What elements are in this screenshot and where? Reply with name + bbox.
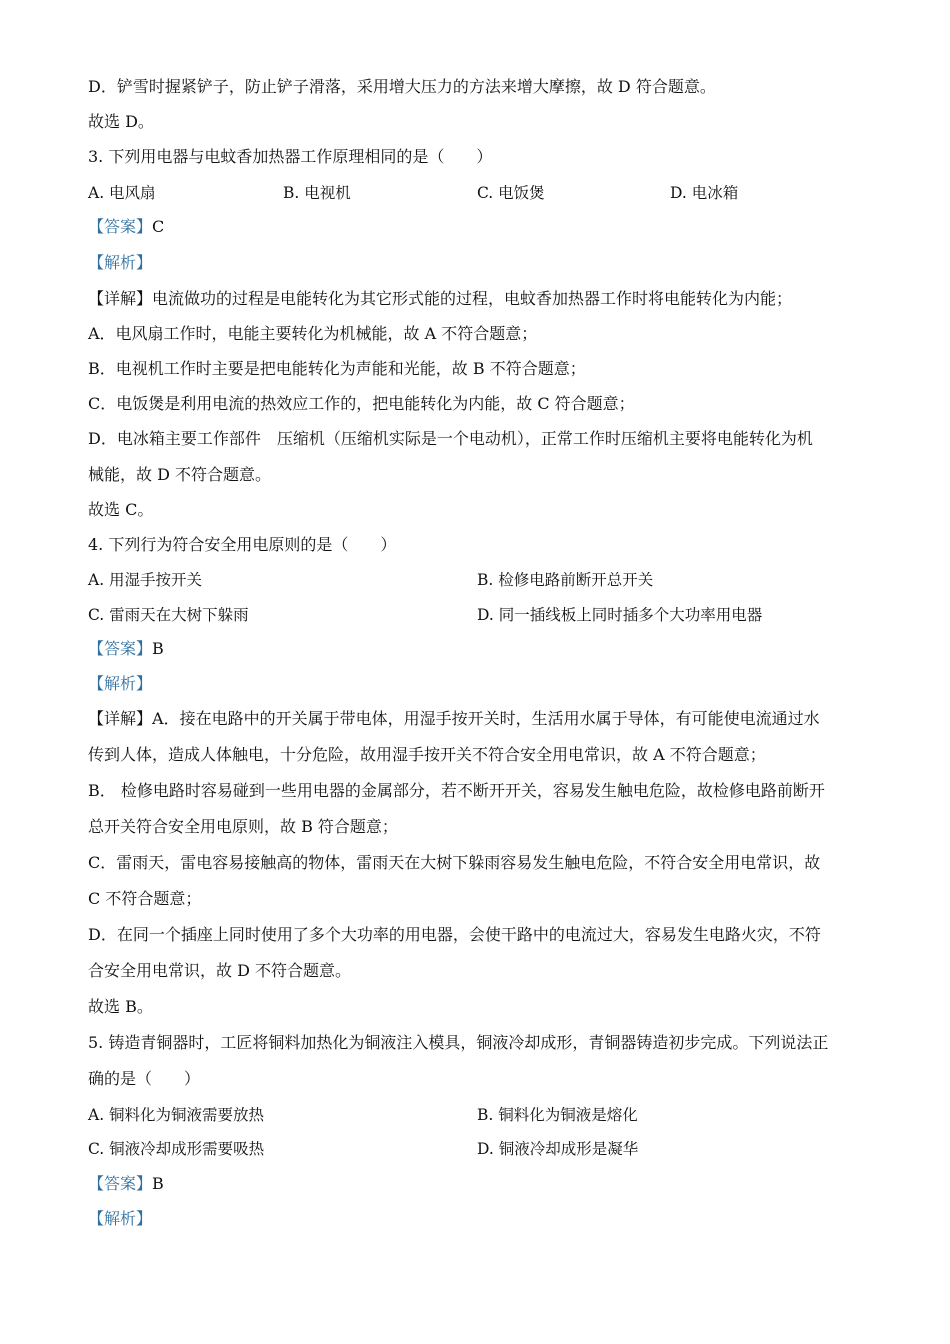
q3-detail <box>88 288 792 310</box>
text-line: 合安全用电常识，故 D 不符合题意。 <box>88 961 352 980</box>
text-line: 传到人体，造成人体触电，十分危险，故用湿手按开关不符合安全用电常识，故 A 不符合题意； <box>88 745 766 764</box>
q3-option-b: B. 电视机 <box>283 184 351 202</box>
detail-text: A．接在电路中的开关属于带电体，用湿手按开关时，生活用水属于导体，有可能使电流通过水 <box>152 709 820 728</box>
question-5: 5. 铸造青铜器时，工匠将铜料加热化为铜液注入模具，铜液冷却成形，青铜器铸造初步完成。下列说法正 <box>88 1033 829 1052</box>
q5-answer <box>88 1173 164 1195</box>
q5-option-d: D. 铜液冷却成形是凝华 <box>477 1140 639 1158</box>
answer-value: B <box>152 1174 164 1193</box>
q3-option-c: C. 电饭煲 <box>477 184 545 202</box>
text-line: D．电冰箱主要工作部件 压缩机（压缩机实际是一个电动机），正常工作时压缩机主要将电能转化为机 <box>88 429 813 448</box>
question-5-cont: 确的是（ ） <box>88 1069 201 1088</box>
detail-tag: 【详解】 <box>88 289 153 308</box>
text-line: B．电视机工作时主要是把电能转化为声能和光能，故 B 不符合题意； <box>88 359 586 378</box>
q5-option-c: C. 铜液冷却成形需要吸热 <box>88 1140 265 1158</box>
q5-option-b: B. 铜料化为铜液是熔化 <box>477 1106 638 1124</box>
q3-answer <box>88 216 164 238</box>
text-line: D．铲雪时握紧铲子，防止铲子滑落，采用增大压力的方法来增大摩擦，故 D 符合题意。 <box>88 77 716 96</box>
q3-option-a: A. 电风扇 <box>88 184 156 202</box>
answer-value: C <box>152 217 165 236</box>
q5-option-a: A. 铜料化为铜液需要放热 <box>88 1106 265 1124</box>
text-line: 械能，故 D 不符合题意。 <box>88 465 272 484</box>
text-line: 故选 D。 <box>88 112 154 131</box>
analysis-tag: 【解析】 <box>88 1209 153 1228</box>
q4-option-c: C. 雷雨天在大树下躲雨 <box>88 606 249 624</box>
text-line: A．电风扇工作时，电能主要转化为机械能，故 A 不符合题意； <box>88 324 538 343</box>
text-line: 故选 B。 <box>88 997 153 1016</box>
text-line: C．电饭煲是利用电流的热效应工作的，把电能转化为内能，故 C 符合题意； <box>88 394 635 413</box>
text-line: D．在同一个插座上同时使用了多个大功率的用电器，会使干路中的电流过大，容易发生电路火灾，不符 <box>88 925 821 944</box>
analysis-tag: 【解析】 <box>88 674 153 693</box>
answer-tag: 【答案】 <box>88 1174 153 1193</box>
q4-answer <box>88 638 164 660</box>
text-line: 总开关符合安全用电原则，故 B 符合题意； <box>88 817 398 836</box>
answer-tag: 【答案】 <box>88 217 153 236</box>
text-line: 故选 C。 <box>88 500 154 519</box>
q4-detail <box>88 708 820 730</box>
q4-option-d: D. 同一插线板上同时插多个大功率用电器 <box>477 606 763 624</box>
q4-option-b: B. 检修电路前断开总开关 <box>477 571 654 589</box>
analysis-tag: 【解析】 <box>88 253 153 272</box>
text-line: C 不符合题意； <box>88 889 202 908</box>
answer-tag: 【答案】 <box>88 639 153 658</box>
q3-option-d: D. 电冰箱 <box>670 184 739 202</box>
detail-tag: 【详解】 <box>88 709 153 728</box>
text-line: C．雷雨天，雷电容易接触高的物体，雷雨天在大树下躲雨容易发生触电危险，不符合安全用电常识，故 <box>88 853 821 872</box>
detail-text: 电流做功的过程是电能转化为其它形式能的过程，电蚊香加热器工作时将电能转化为内能； <box>152 289 793 308</box>
q4-option-a: A. 用湿手按开关 <box>88 571 203 589</box>
answer-value: B <box>152 639 164 658</box>
question-3: 3. 下列用电器与电蚊香加热器工作原理相同的是（ ） <box>88 147 493 166</box>
question-4: 4. 下列行为符合安全用电原则的是（ ） <box>88 535 397 554</box>
text-line: B． 检修电路时容易碰到一些用电器的金属部分，若不断开开关，容易发生触电危险，故检修电路前断开 <box>88 781 825 800</box>
